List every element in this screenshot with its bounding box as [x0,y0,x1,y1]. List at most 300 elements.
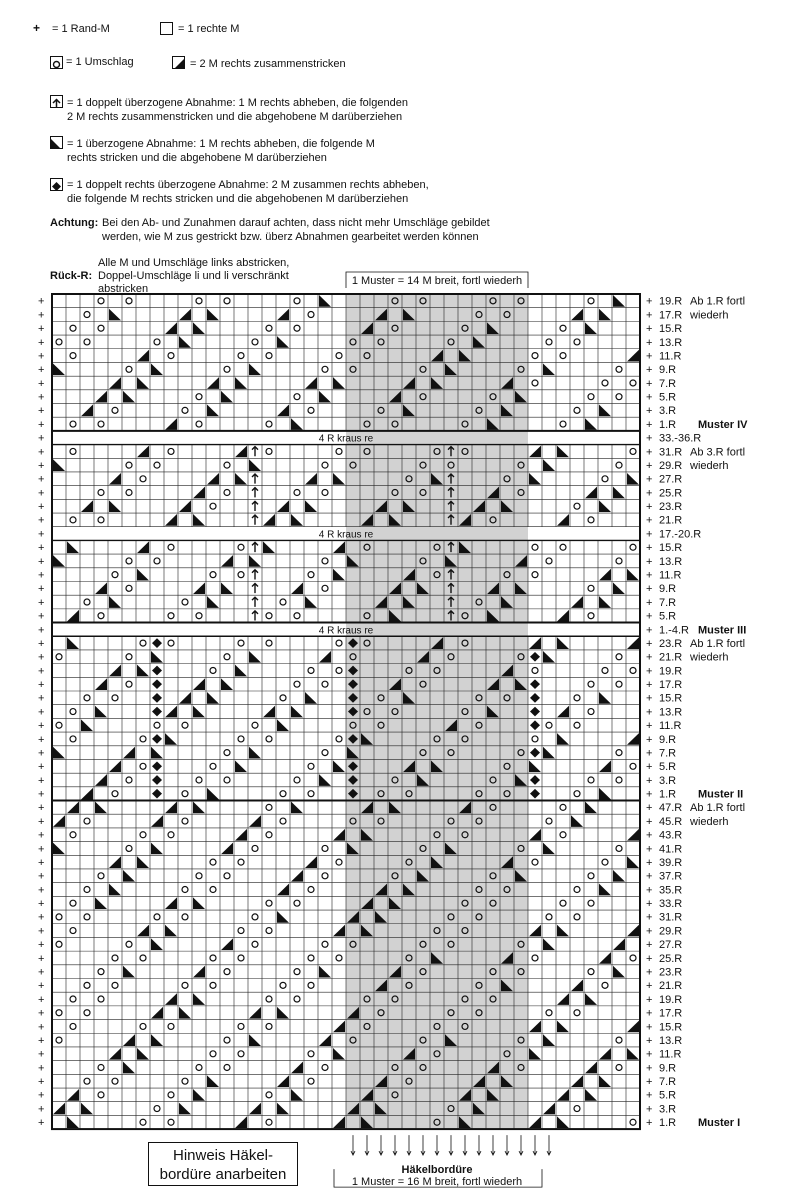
rand-plus-left: + [38,473,45,486]
yarn-over-icon [588,709,594,715]
k2tog-icon [613,938,625,950]
k2tog-icon [571,596,583,608]
row-label: 15.R [659,692,683,705]
rand-plus-left: + [38,583,45,596]
yarn-over-icon [616,394,622,400]
rand-plus-right: + [646,364,653,377]
row-label: 1.-4.R [659,624,689,637]
rand-plus-left: + [38,761,45,774]
k2tog-icon [179,500,191,512]
k2tog-icon [529,1021,541,1033]
yarn-over-icon [112,407,118,413]
rand-plus-right: + [646,514,653,527]
yarn-over-icon [210,955,216,961]
k2tog-icon [529,925,541,937]
section-label-muster2: Muster II [698,788,744,801]
ssk-icon [599,500,611,512]
k2tog-icon [291,870,303,882]
double-decrease-arrow-icon [252,501,258,511]
ssk-icon [319,774,331,786]
yarn-over-icon [70,996,76,1002]
yarn-over-icon [574,339,580,345]
yarn-over-icon [238,1051,244,1057]
rand-plus-right: + [646,391,653,404]
rand-plus-right: + [646,829,653,842]
rand-plus-left: + [38,1007,45,1020]
ssk-icon [319,966,331,978]
ssk-icon [543,938,555,950]
rand-plus-left: + [38,555,45,568]
rand-plus-right: + [646,1076,653,1089]
diamond-decrease-icon [530,775,540,785]
ssk-icon [137,856,149,868]
ssk-icon [571,815,583,827]
k2tog-icon [333,1021,345,1033]
rand-plus-left: + [38,596,45,609]
row-label: 17.-20.R [659,528,702,541]
yarn-over-icon [182,599,188,605]
k2tog-icon [165,706,177,718]
yarn-over-icon [532,353,538,359]
yarn-over-icon [182,982,188,988]
ssk-icon [179,1103,191,1115]
k2tog-icon [305,856,317,868]
rand-plus-right: + [646,610,653,623]
diamond-decrease-icon [152,761,162,771]
rand-plus-left: + [38,528,45,541]
ssk-icon [67,541,79,553]
k2tog-icon [151,815,163,827]
rand-plus-left: + [38,418,45,431]
ssk-icon [599,788,611,800]
ssk-icon [277,336,289,348]
yarn-over-icon [294,325,300,331]
rand-plus-left: + [38,432,45,445]
ssk-icon [221,391,233,403]
yarn-over-icon [252,914,258,920]
ssk-icon [627,569,639,581]
ssk-icon [207,309,219,321]
yarn-over-icon [602,476,608,482]
achtung-text: Bei den Ab- und Zunahmen darauf achten, dass nicht mehr Umschläge gebildet werden, wie M zus gestrickt bzw. überz Abnahmen gearbeitet werden können [102,217,490,243]
ssk-icon [599,692,611,704]
yarn-over-icon [224,654,230,660]
yarn-over-icon [210,763,216,769]
rand-plus-left: + [38,939,45,952]
ssk-icon [599,1075,611,1087]
yarn-over-icon [70,900,76,906]
row-label: 33.R [659,898,683,911]
yarn-over-icon [266,900,272,906]
yarn-over-icon [70,353,76,359]
rand-plus-left: + [38,295,45,308]
ssk-icon [249,651,261,663]
ssk-icon [137,569,149,581]
row-label: 1.R [659,788,677,801]
rand-plus-right: + [646,870,653,883]
row-label: 5.R [659,391,677,404]
row-label: 25.R [659,952,683,965]
yarn-over-icon [196,421,202,427]
rand-plus-right: + [646,774,653,787]
row-label: 33.-36.R [659,432,702,445]
yarn-over-icon [266,613,272,619]
yarn-over-icon [280,791,286,797]
yarn-over-icon [574,791,580,797]
k2tog-icon [319,651,331,663]
rand-plus-left: + [38,323,45,336]
yarn-over-icon [168,640,174,646]
row-label: 41.R [659,843,683,856]
row-label: 5.R [659,761,677,774]
yarn-over-icon [98,1092,104,1098]
yarn-over-icon [84,312,90,318]
yarn-over-icon [336,859,342,865]
rand-plus-left: + [38,952,45,965]
crochet-arrow [533,1135,537,1155]
yarn-over-icon [182,407,188,413]
yarn-over-icon [280,818,286,824]
rand-plus-left: + [38,966,45,979]
diamond-decrease-icon [50,178,63,191]
rand-plus-left: + [38,1076,45,1089]
yarn-over-icon [308,572,314,578]
ssk-icon [137,1048,149,1060]
legend-rechte-text: = 1 rechte M [178,23,240,35]
yarn-over-icon [616,1064,622,1070]
yarn-over-icon [154,722,160,728]
yarn-over-icon [84,887,90,893]
k2tog-icon [249,1007,261,1019]
yarn-over-icon [84,695,90,701]
yarn-over-icon [112,955,118,961]
yarn-over-icon [630,448,636,454]
yarn-over-icon [224,969,230,975]
yarn-over-icon [56,914,62,920]
yarn-over-icon [98,873,104,879]
yarn-over-icon [266,1023,272,1029]
ssk-icon [50,136,63,149]
ssk-icon [221,582,233,594]
rand-plus-left: + [38,610,45,623]
hint-box: Hinweis Häkel- bordüre anarbeiten [148,1142,298,1186]
ssk-icon [291,802,303,814]
yarn-over-icon [574,1106,580,1112]
yarn-over-icon [308,1078,314,1084]
yarn-over-icon [266,353,272,359]
k2tog-icon [571,980,583,992]
row-label: 11.R [659,569,682,582]
ssk-icon [249,555,261,567]
yarn-over-icon [588,873,594,879]
rand-plus-right: + [646,583,653,596]
yarn-over-icon [322,462,328,468]
rand-plus-right: + [646,1021,653,1034]
ssk-icon [277,1007,289,1019]
yarn-over-icon [140,640,146,646]
yarn-over-icon [630,1119,636,1125]
ssk-icon [599,596,611,608]
yarn-over-icon [588,900,594,906]
yarn-over-icon [50,56,63,69]
yarn-over-icon [560,421,566,427]
diamond-decrease-icon [530,748,540,758]
yarn-over-icon [182,1078,188,1084]
k2tog-icon [277,405,289,417]
yarn-over-icon [280,982,286,988]
k2tog-icon [221,555,233,567]
k2tog-icon [291,1062,303,1074]
repeat-note: wiederh [690,651,729,664]
ssk-icon [305,500,317,512]
rand-plus-right: + [646,679,653,692]
row-label: 17.R [659,1007,683,1020]
k2tog-icon [529,1116,541,1128]
k2tog-icon [137,925,149,937]
k2tog-icon [165,418,177,430]
row-label: 5.R [659,1089,677,1102]
yarn-over-icon [224,462,230,468]
ssk-icon [109,500,121,512]
rand-plus-right: + [646,802,653,815]
ssk-icon [529,473,541,485]
yarn-over-icon [630,380,636,386]
repeat-note: Ab 3.R fortl [690,446,746,459]
yarn-over-icon [602,982,608,988]
legend-zusammen-text: = 2 M rechts zusammenstricken [190,58,346,70]
yarn-over-icon [98,298,104,304]
row-label: 17.R [659,679,683,692]
k2tog-icon [529,829,541,841]
k2tog-icon [53,815,65,827]
k2tog-icon [627,637,639,649]
yarn-over-icon [238,1023,244,1029]
yarn-over-icon [210,1051,216,1057]
row-label: 19.R [659,295,683,308]
k2tog-icon [67,1089,79,1101]
yarn-over-icon [126,366,132,372]
yarn-over-icon [602,859,608,865]
yarn-over-icon [616,558,622,564]
yarn-over-icon [336,640,342,646]
row-label: 3.R [659,405,677,418]
yarn-over-icon [168,1119,174,1125]
yarn-over-icon [168,832,174,838]
yarn-over-icon [224,298,230,304]
rand-plus-right: + [646,555,653,568]
ssk-icon [599,309,611,321]
yarn-over-icon [546,558,552,564]
yarn-over-icon [238,928,244,934]
ssk-icon [179,336,191,348]
ssk-icon [81,719,93,731]
yarn-over-icon [56,722,62,728]
rand-plus-left: + [38,1089,45,1102]
row-label: 1.R [659,1117,677,1130]
yarn-over-icon [182,914,188,920]
yarn-over-icon [210,859,216,865]
ssk-icon [585,1089,597,1101]
repeat-note: wiederh [690,459,729,472]
legend-ueberzogen-text: = 1 überzogene Abnahme: 1 M rechts abheben, die folgende M rechts stricken und die abgehobene M darüberziehen [67,138,375,164]
yarn-over-icon [546,914,552,920]
rand-plus-left: + [38,487,45,500]
ssk-icon [277,719,289,731]
rand-plus-right: + [646,1089,653,1102]
ssk-icon [627,856,639,868]
ssk-icon [81,1103,93,1115]
yarn-over-icon [616,845,622,851]
yarn-over-icon [168,448,174,454]
yarn-over-icon [98,1064,104,1070]
rand-plus-right: + [646,542,653,555]
yarn-over-icon [70,325,76,331]
yarn-over-icon [126,681,132,687]
kraus-label: 4 R kraus re [318,625,374,637]
crochet-arrow [519,1135,523,1155]
yarn-over-icon [546,1010,552,1016]
yarn-over-icon [140,736,146,742]
yarn-over-icon [322,845,328,851]
crochet-arrow [491,1135,495,1155]
k2tog-icon [81,500,93,512]
yarn-over-icon [308,887,314,893]
rand-plus-right: + [646,1007,653,1020]
row-label: 7.R [659,747,677,760]
rand-plus-left: + [38,856,45,869]
rand-plus-right: + [646,720,653,733]
ssk-icon [249,459,261,471]
yarn-over-icon [322,681,328,687]
rand-plus-right: + [646,405,653,418]
ssk-icon [193,897,205,909]
rueck-text: Alle M und Umschläge links abstricken, Doppel-Umschläge li und li verschränkt abstricken [98,257,290,295]
ssk-icon [95,802,107,814]
row-label: 25.R [659,487,683,500]
row-label: 23.R [659,637,683,650]
k2tog-icon [599,569,611,581]
row-label: 9.R [659,733,677,746]
k2tog-icon [277,500,289,512]
yarn-over-icon [616,681,622,687]
k2tog-icon [235,446,247,458]
rand-plus-left: + [38,870,45,883]
yarn-over-icon [98,517,104,523]
crochet-arrow [365,1135,369,1155]
row-label: 7.R [659,377,677,390]
yarn-over-icon [70,709,76,715]
yarn-over-icon [266,640,272,646]
crochet-arrow [407,1135,411,1155]
yarn-over-icon [224,1064,230,1070]
k2tog-icon [557,993,569,1005]
double-decrease-arrow-icon [252,583,258,593]
rand-plus-right: + [646,569,653,582]
ssk-icon [585,418,597,430]
yarn-over-icon [210,572,216,578]
ssk-icon [53,459,65,471]
yarn-over-icon [630,955,636,961]
k2tog-icon [627,350,639,362]
k2tog-icon [137,541,149,553]
blank-square-icon [160,22,173,35]
yarn-over-icon [140,1023,146,1029]
k2tog-icon [235,829,247,841]
yarn-over-icon [588,298,594,304]
diamond-decrease-icon [530,693,540,703]
k2tog-icon [305,377,317,389]
rand-plus-left: + [38,501,45,514]
row-label: 35.R [659,884,683,897]
row-label: 9.R [659,364,677,377]
double-decrease-arrow-icon [252,447,258,457]
yarn-over-icon [322,1064,328,1070]
ssk-icon [529,760,541,772]
ssk-icon [207,596,219,608]
yarn-over-icon [560,900,566,906]
yarn-over-icon [196,873,202,879]
yarn-over-icon [224,366,230,372]
yarn-over-icon [56,941,62,947]
yarn-over-icon [630,667,636,673]
yarn-over-icon [84,599,90,605]
yarn-over-icon [168,544,174,550]
rand-plus-left: + [38,815,45,828]
yarn-over-icon [266,448,272,454]
yarn-over-icon [266,804,272,810]
yarn-over-icon [602,380,608,386]
k2tog-icon [151,1007,163,1019]
k2tog-icon [165,993,177,1005]
ssk-icon [235,473,247,485]
k2tog-icon [193,678,205,690]
rand-plus-right: + [646,624,653,637]
ssk-icon [193,802,205,814]
k2tog-icon [193,966,205,978]
yarn-over-icon [210,503,216,509]
yarn-over-icon [588,777,594,783]
yarn-over-icon [532,955,538,961]
ssk-icon [333,377,345,389]
yarn-over-icon [56,1037,62,1043]
yarn-over-icon [616,366,622,372]
rand-plus-left: + [38,706,45,719]
yarn-over-icon [196,1064,202,1070]
rand-plus-right: + [646,446,653,459]
yarn-over-icon [196,777,202,783]
ssk-icon [95,706,107,718]
ssk-icon [137,377,149,389]
rand-plus-right: + [646,925,653,938]
ssk-icon [627,1048,639,1060]
ssk-icon [249,1034,261,1046]
yarn-over-icon [602,667,608,673]
crochet-arrow [505,1135,509,1155]
ssk-icon [137,665,149,677]
yarn-over-icon [294,900,300,906]
k2tog-icon [627,1021,639,1033]
row-label: 21.R [659,514,683,527]
ssk-icon [543,459,555,471]
diamond-decrease-icon [152,638,162,648]
achtung-label: Achtung: [50,217,99,229]
rand-plus-right: + [646,432,653,445]
yarn-over-icon [70,517,76,523]
yarn-over-icon [322,750,328,756]
yarn-over-icon [336,448,342,454]
yarn-over-icon [210,887,216,893]
yarn-over-icon [210,982,216,988]
